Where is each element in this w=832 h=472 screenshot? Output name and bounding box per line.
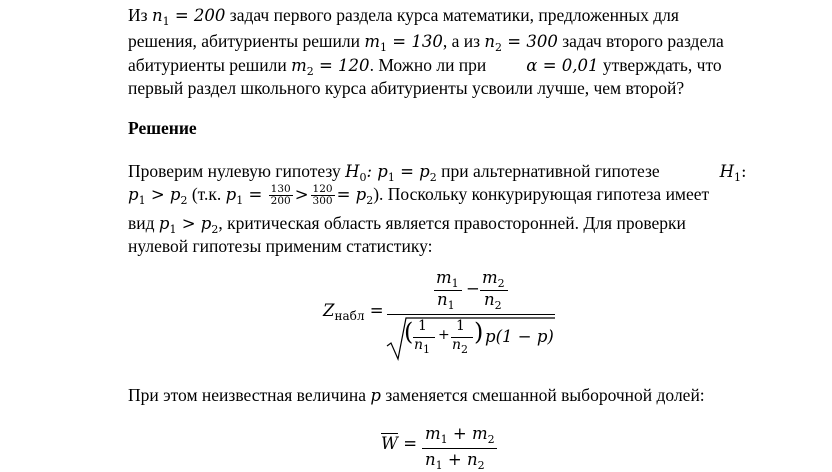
solution-line-4: нулевой гипотезы применим статистику:	[128, 236, 433, 256]
solution-line-3: вид $p_1 > p_2$, критическая область является правосторонней. Для проверки	[128, 213, 686, 236]
problem-line-4: первый раздел школьного курса абитуриенты усвоили лучше, чем второй?	[128, 78, 685, 98]
formula-p: p	[370, 386, 381, 405]
w-bar-label: $\overline{W}$ =	[381, 434, 418, 453]
formula-p1-gt-p2: $p_1 > p_2$	[128, 185, 188, 207]
formula-alpha: α = 0,01	[526, 56, 599, 75]
formula-p1-gt-p2-b: $p_1 > p_2$	[158, 214, 219, 236]
m2-over-n2: $m_2$	[482, 268, 505, 290]
m1-over-n1: $m_1$	[436, 268, 459, 290]
fraction-130-200: $\frac{130}{200}$	[270, 183, 291, 208]
formula-m1-130: $m_1 = 130$	[364, 32, 443, 54]
formula-m2-120: $m_2 = 120$	[291, 56, 370, 78]
main-fraction-bar	[387, 314, 555, 315]
problem-line-1: Из $n_1 = 200$ задач первого раздела курса математики, предложенных для	[128, 5, 679, 28]
problem-line-2: решения, абитуриенты решили $m_1 = 130$, а из $n_2 = 300$ задач второго раздела	[128, 31, 724, 54]
solution-line-1: Проверим нулевую гипотезу $H_0$: $p_1 = p_2$ при альтернативной гипотезе $H_1$:	[128, 161, 747, 184]
w-numerator: $m_1 + m_2$	[425, 424, 495, 446]
formula-n1-200: $n_1 = 200$	[151, 6, 226, 28]
formula-h0: $H_0$: $p_1 = p_2$	[345, 162, 437, 184]
formula-p1-eq: $p_1$ =	[225, 185, 263, 207]
fraction-120-300: $\frac{120}{300}$	[312, 183, 333, 208]
w-denominator: $n_1 + n_2$	[425, 450, 485, 472]
formula-h1: $H_1$	[719, 162, 742, 184]
problem-line-3: абитуриенты решили $m_2 = 120$. Можно ли при α = 0,01 утверждать, что	[128, 55, 722, 78]
z-label: $Z_{набл}$ =	[323, 301, 384, 323]
solution-heading: Решение	[128, 118, 197, 138]
formula-n2-300: $n_2 = 300$	[484, 32, 558, 54]
solution-line-5: При этом неизвестная величина p заменяется смешанной выборочной долей:	[128, 385, 705, 405]
document-page: Из $n_1 = 200$ задач первого раздела курса математики, предложенных для решения, абитуриенты решили $m_1 = 130$, а из $n_2 = 300$ задач второго раздела абитуриенты решили $m_2 = 120$. Можно ли при α = 0,01 утверждать, что первый раздел школьного курса абитуриенты усвоили лучше, чем второй? Решение Проверим нулевую гипотезу $H_0$: $p_1 = p_2$ при альтернативной гипотезе $H_1$: $p_1 > p_2$ (т.к. $p_1$ = $\frac{130}{200}$ > $\frac{120}{300}$ = $p_2$). Поскольку конкурирующая гипотеза имеет вид $p_1 > p_2$, критическая область является правосторонней. Для проверки нулевой гипотезы применим статистику: $Z_{набл}$ = $m_1$ $n_1$ − $m_2$ $n_2$ ( 1 $n_1$ + 1 $n_2$ ) p(1 − p) При этом неизвестная величина p заменяется смешанной выборочной долей: $\overline{W}$ = $m_1 + m_2$ $n_1 + n_2$	[0, 0, 832, 463]
solution-line-2: $p_1 > p_2$ (т.к. $p_1$ = $\frac{130}{200}$ > $\frac{120}{300}$ = $p_2$). Поскольку конкурирующая гипотеза имеет	[128, 183, 710, 208]
